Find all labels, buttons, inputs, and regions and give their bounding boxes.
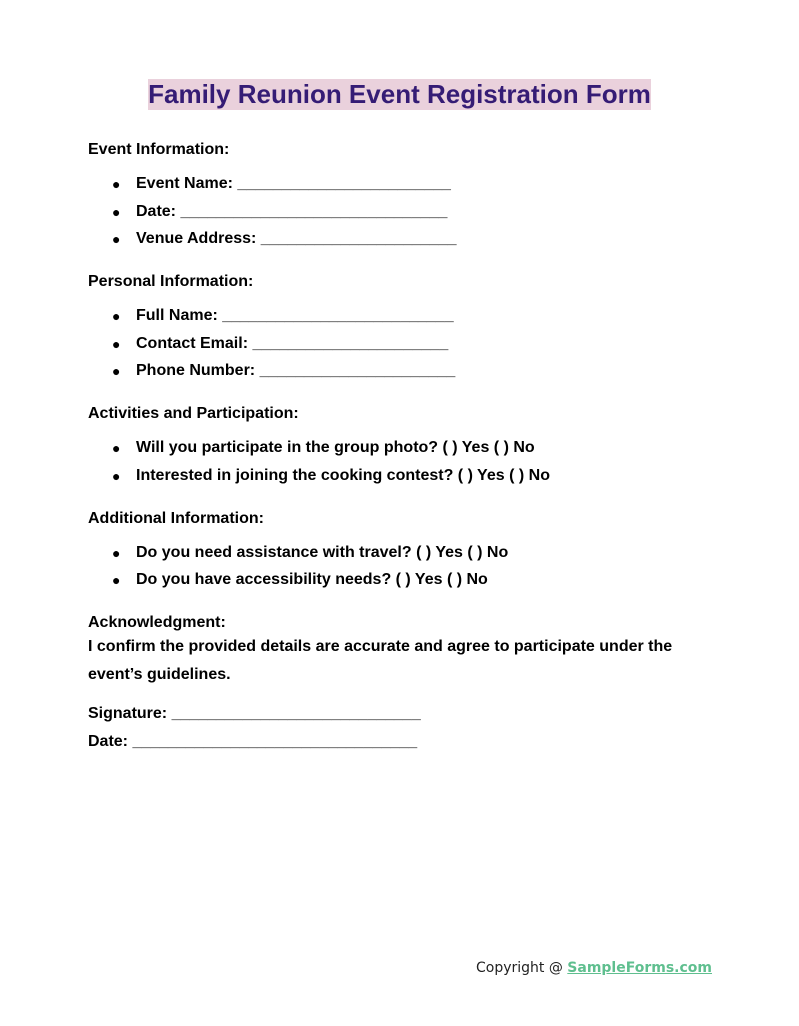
list-item-cooking-contest [88,466,712,486]
acknowledgment-heading: Acknowledgment: [88,614,226,631]
personal-info-heading: Personal Information: [88,273,254,290]
list-item-event-name [88,174,712,194]
list-item-accessibility [88,570,712,590]
bullet-icon: ● [112,363,121,379]
list-item-group-photo [88,438,712,458]
signature-field[interactable]: Signature: ____________________________ [88,705,421,722]
bullet-icon: ● [112,203,121,220]
bullet-icon: ● [112,176,121,192]
copyright-text: Copyright @ [475,960,568,976]
additional-info-list [88,543,712,591]
list-item-travel-assistance [88,543,712,563]
event-info-list [88,174,712,249]
bullet-icon: ● [112,308,121,324]
travel-assistance-question[interactable]: Do you need assistance with travel? ( ) Yes ( ) No [136,543,509,561]
page-title: Family Reunion Event Registration Form [148,79,651,109]
title-wrapper [0,79,799,110]
additional-info-heading: Additional Information: [88,509,264,527]
bullet-icon: ● [112,440,121,456]
acknowledgment-text: I confirm the provided details are accurate and agree to participate under the event’s guidelines. [88,638,673,683]
bullet-icon: ● [112,335,121,352]
full-name-field[interactable]: Full Name: __________________________ [136,307,454,324]
bullet-icon: ● [112,231,121,247]
list-item-phone-number [88,361,712,381]
contact-email-field[interactable]: Contact Email: ______________________ [136,334,449,352]
event-info-heading: Event Information: [88,141,230,158]
accessibility-question[interactable]: Do you have accessibility needs? ( ) Yes ( ) No [136,571,488,588]
list-item-date [88,202,712,222]
venue-address-field[interactable]: Venue Address: ______________________ [136,230,457,247]
activities-heading: Activities and Participation: [88,405,299,422]
bullet-icon: ● [112,572,121,588]
footer-copyright [476,960,712,976]
personal-info-list [88,306,712,381]
phone-number-field[interactable]: Phone Number: ______________________ [136,362,456,379]
signature-date-field[interactable]: Date: ________________________________ [88,733,418,750]
list-item-venue [88,229,712,249]
activities-list [88,438,712,486]
form-content [88,140,712,752]
event-name-field[interactable]: Event Name: ________________________ [136,175,451,192]
event-date-field[interactable]: Date: ______________________________ [136,202,448,220]
group-photo-question[interactable]: Will you participate in the group photo? ( ) Yes ( ) No [136,439,535,456]
list-item-full-name [88,306,712,326]
bullet-icon: ● [112,544,121,561]
bullet-icon: ● [112,467,121,484]
sampleforms-link[interactable]: SampleForms.com [567,960,712,976]
list-item-contact-email [88,334,712,354]
cooking-contest-question[interactable]: Interested in joining the cooking contest? ( ) Yes ( ) No [136,466,550,484]
